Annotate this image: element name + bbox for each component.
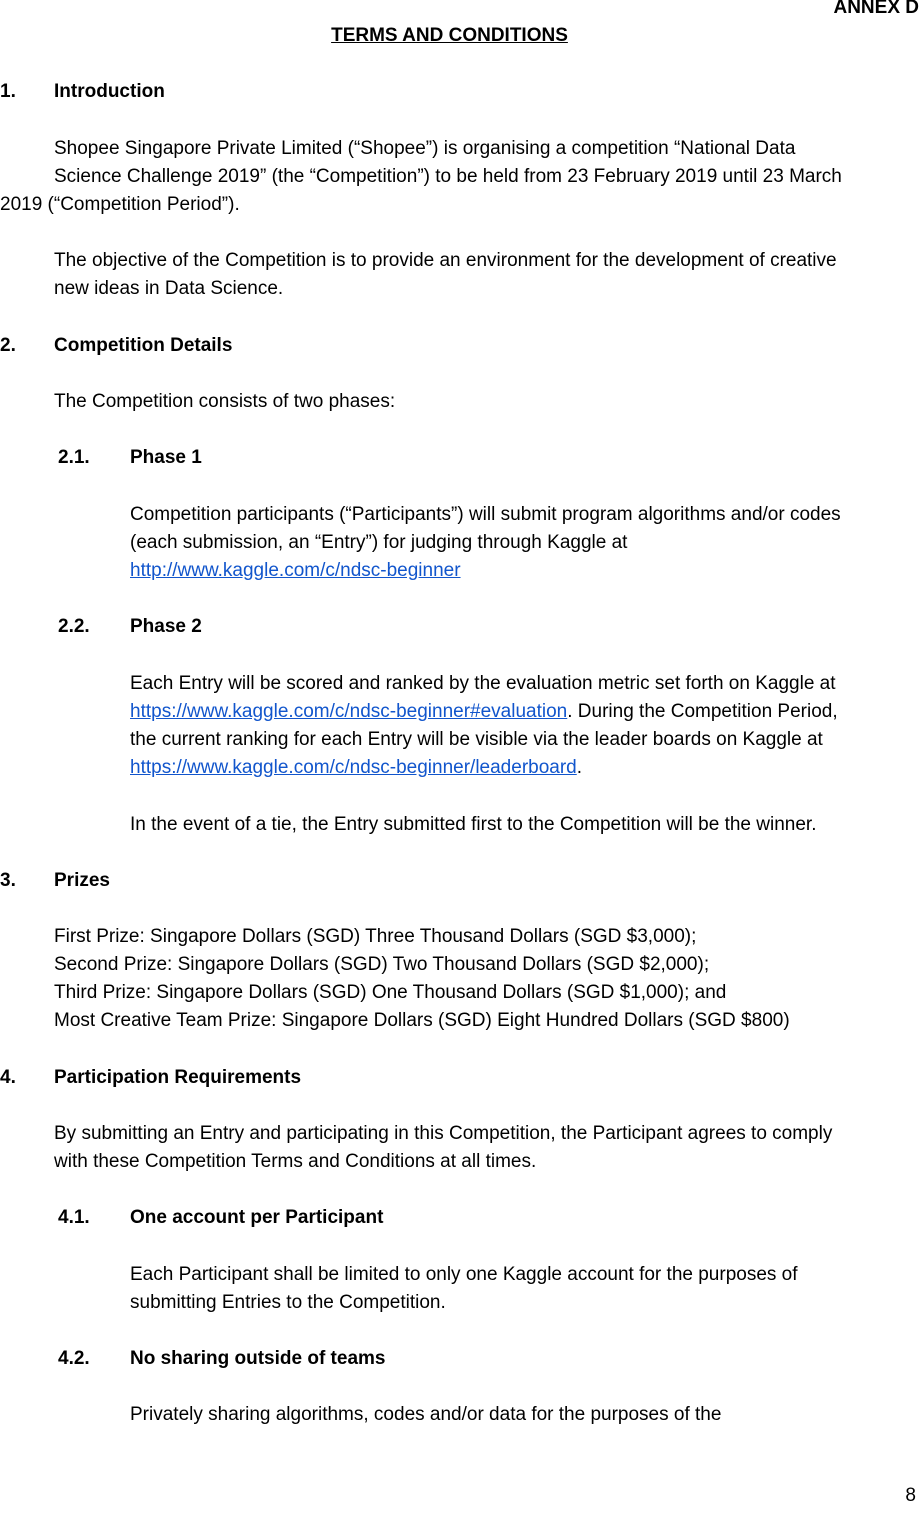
- subsection-2-2-text: the current ranking for each Entry will be visible via the leader boards on Kaggle at: [130, 729, 823, 750]
- subsection-2-1-title: Phase 1: [130, 447, 202, 468]
- subsection-4-1-title: One account per Participant: [130, 1207, 384, 1228]
- subsection-2-1-text: (each submission, an “Entry”) for judging through Kaggle at: [130, 532, 628, 553]
- annex-label: ANNEX D: [833, 0, 919, 18]
- kaggle-leaderboard-link[interactable]: https://www.kaggle.com/c/ndsc-beginner/leaderboard: [130, 757, 577, 778]
- subsection-2-1-number: 2.1.: [58, 447, 90, 468]
- section-1-text: The objective of the Competition is to provide an environment for the development of creative: [54, 250, 837, 271]
- subsection-2-1-text: Competition participants (“Participants”) will submit program algorithms and/or codes: [130, 504, 841, 525]
- section-2-number: 2.: [0, 335, 16, 356]
- section-3-title: Prizes: [54, 870, 110, 891]
- prize-line: Third Prize: Singapore Dollars (SGD) One Thousand Dollars (SGD $1,000); and: [54, 982, 727, 1003]
- subsection-4-1-text: Each Participant shall be limited to only one Kaggle account for the purposes of: [130, 1264, 798, 1285]
- section-1-text: 2019 (“Competition Period”).: [0, 194, 240, 215]
- section-4-text: By submitting an Entry and participating in this Competition, the Participant agrees to comply: [54, 1123, 833, 1144]
- section-2-title: Competition Details: [54, 335, 233, 356]
- section-1-text: Science Challenge 2019” (the “Competition”) to be held from 23 February 2019 until 23 March: [54, 166, 842, 187]
- subsection-4-1-text: submitting Entries to the Competition.: [130, 1292, 446, 1313]
- subsection-2-2-number: 2.2.: [58, 616, 90, 637]
- section-4-number: 4.: [0, 1067, 16, 1088]
- subsection-4-2-text: Privately sharing algorithms, codes and/or data for the purposes of the: [130, 1404, 722, 1425]
- subsection-2-2-text: Each Entry will be scored and ranked by the evaluation metric set forth on Kaggle at: [130, 673, 836, 694]
- kaggle-evaluation-link[interactable]: https://www.kaggle.com/c/ndsc-beginner#evaluation: [130, 701, 568, 722]
- prize-line: Most Creative Team Prize: Singapore Dollars (SGD) Eight Hundred Dollars (SGD $800): [54, 1010, 790, 1031]
- subsection-4-2-number: 4.2.: [58, 1348, 90, 1369]
- prize-line: Second Prize: Singapore Dollars (SGD) Two Thousand Dollars (SGD $2,000);: [54, 954, 710, 975]
- subsection-4-1-number: 4.1.: [58, 1207, 90, 1228]
- kaggle-competition-link[interactable]: http://www.kaggle.com/c/ndsc-beginner: [130, 560, 461, 581]
- page-title: TERMS AND CONDITIONS: [331, 25, 568, 46]
- subsection-4-2-title: No sharing outside of teams: [130, 1348, 386, 1369]
- subsection-2-2-text: [130, 754, 582, 782]
- page-number: 8: [905, 1485, 916, 1506]
- section-1-title: Introduction: [54, 81, 165, 102]
- section-4-text: with these Competition Terms and Conditions at all times.: [54, 1151, 537, 1172]
- section-1-text: Shopee Singapore Private Limited (“Shopee”) is organising a competition “National Data: [54, 138, 796, 159]
- section-3-number: 3.: [0, 870, 16, 891]
- section-1-text: new ideas in Data Science.: [54, 278, 284, 299]
- section-1-number: 1.: [0, 81, 16, 102]
- tie-rule-text: In the event of a tie, the Entry submitted first to the Competition will be the winner.: [130, 814, 817, 835]
- section-4-title: Participation Requirements: [54, 1067, 302, 1088]
- subsection-2-2-text-rest: . During the Competition Period,: [567, 701, 838, 722]
- subsection-2-2-text: [130, 698, 838, 726]
- subsection-2-2-title: Phase 2: [130, 616, 202, 637]
- section-2-intro: The Competition consists of two phases:: [54, 391, 396, 412]
- prize-line: First Prize: Singapore Dollars (SGD) Three Thousand Dollars (SGD $3,000);: [54, 926, 697, 947]
- subsection-2-2-text-rest: .: [576, 757, 583, 778]
